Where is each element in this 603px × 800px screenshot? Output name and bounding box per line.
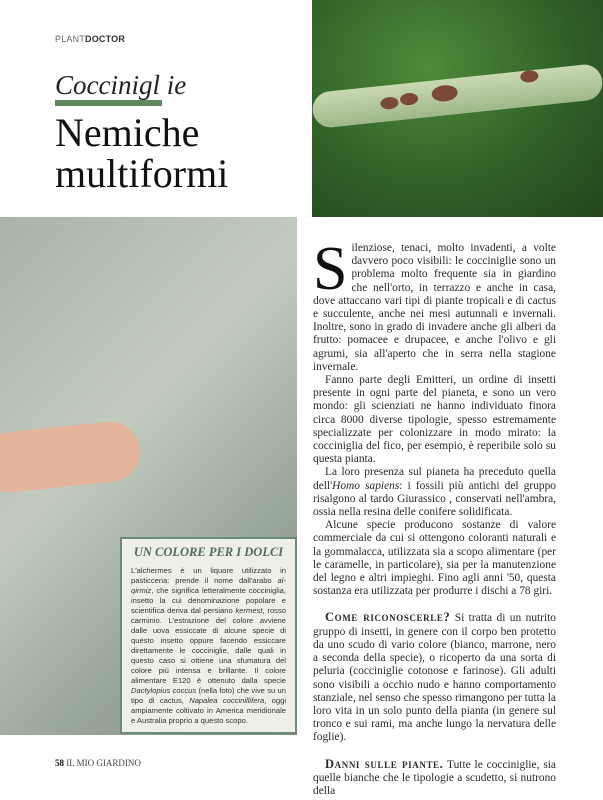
scale-insect [399, 92, 418, 106]
section-kicker: PLANTDOCTOR [55, 34, 126, 44]
paragraph: Fanno parte degli Emitteri, un ordine di insetti presente in ogni parte del pianeta, e sono un vero mondo: gli scienziati ne hanno individuato finora circa 8000 diverse tipologie, spesso estremamente specializzate per colonizzare in modo mirato: la cocciniglia del fico, per esempio, è reperibile solo su questa pianta. [313, 374, 556, 466]
section-heading: Danni sulle piante. [325, 756, 444, 771]
sidebar-title: UN COLORE PER I DOLCI [133, 545, 284, 559]
article-title: Nemiche multiformi [55, 110, 229, 196]
scale-insect [520, 69, 539, 83]
section-heading: Come riconoscerle? [325, 610, 451, 625]
sidebar-box [120, 537, 297, 734]
paragraph: Danni sulle piante. Tutte le cocciniglie, sia quelle bianche che le tipologie a scudetto, si nutrono della [313, 756, 556, 797]
page-footer: 58 IL MIO GIARDINO [55, 758, 141, 768]
article-subtitle: Coccinigl ie [55, 70, 187, 100]
photo-branch-with-scale-insects [312, 0, 603, 217]
sidebar-text: L'alchermes è un liquore utilizzato in pasticceria: prende il nome dall'arabo al-qirmiz, che significa letteralmente cocciniglia, insetto la cui denominazione popolare e scientifica deriva dal persiano kermest, rosso carminio. L'estrazione del colore avviene dalle uova essiccate di alcune specie di questo insetto oppure facendo essiccare direttamente le cocciniglie, dalle quali in questo caso si ottiene una sfumatura del colore più intensa e brillante. Il colore alimentare E120 è ottenuto dalla specie Dactylopius coccus (nella foto) che vive su un tipo di cactus, Napalea coccinillifera, oggi ampiamente coltivato in America meridionale e Australia proprio a questo scopo. [131, 566, 287, 725]
paragraph: La loro presenza sul pianeta ha preceduto quella dell'Homo sapiens: i fossili più antichi del gruppo risalgono al tardo Giurassico , conservati nell'ambra, ossia nella resina delle conifere solidificata. [313, 466, 556, 519]
drop-cap: S [313, 235, 348, 303]
article-body [313, 235, 557, 798]
finger [0, 419, 143, 495]
paragraph: Alcune specie producono sostanze di valore commerciale da cui si ottengono coloranti naturali e la gommalacca, utilizzata sia a scopo alimentare (per le caramelle, in particolare), sia per la manutenzione del legno e altri impieghi. Fino agli anni '50, questa sostanza era utilizzata per produrre i dischi a 78 giri. [313, 519, 556, 598]
paragraph: Come riconoscerle? Si tratta di un nutrito gruppo di insetti, in genere con il corpo ben protetto da uno scudo di vario colore (bianco, marrone, nero a seconda della specie), o ricoperto da una sorta di peluria (cocciniglie cotonose e farinose). Gli adulti sono visibili a occhio nudo e hanno comportamento stanziale, nel senso che spesso rimangono per tutta la loro vita in un solo punto della pianta (in genere sul tronco e sui rami, ma anche lungo la nervatura delle foglie). [313, 610, 557, 744]
branch [311, 63, 603, 129]
paragraph: Silenziose, tenaci, molto invadenti, a volte davvero poco visibili: le cocciniglie sono un problema molto frequente sia in giardino che nell'orto, in terrazzo e anche in casa, dove attaccano vari tipi di piante tropicali e di cactus e succulente, anche nei mesi autunnali e invernali. Inoltre, sono in grado di invadere anche gli alberi da frutto: pomacee e drupacee, e anche l'olivo e gli agrumi, sia all'aperto che in serra nella stagione invernale. [313, 235, 556, 373]
scale-insect [431, 84, 459, 103]
subtitle-underline [55, 100, 162, 106]
scale-insect [380, 96, 399, 110]
